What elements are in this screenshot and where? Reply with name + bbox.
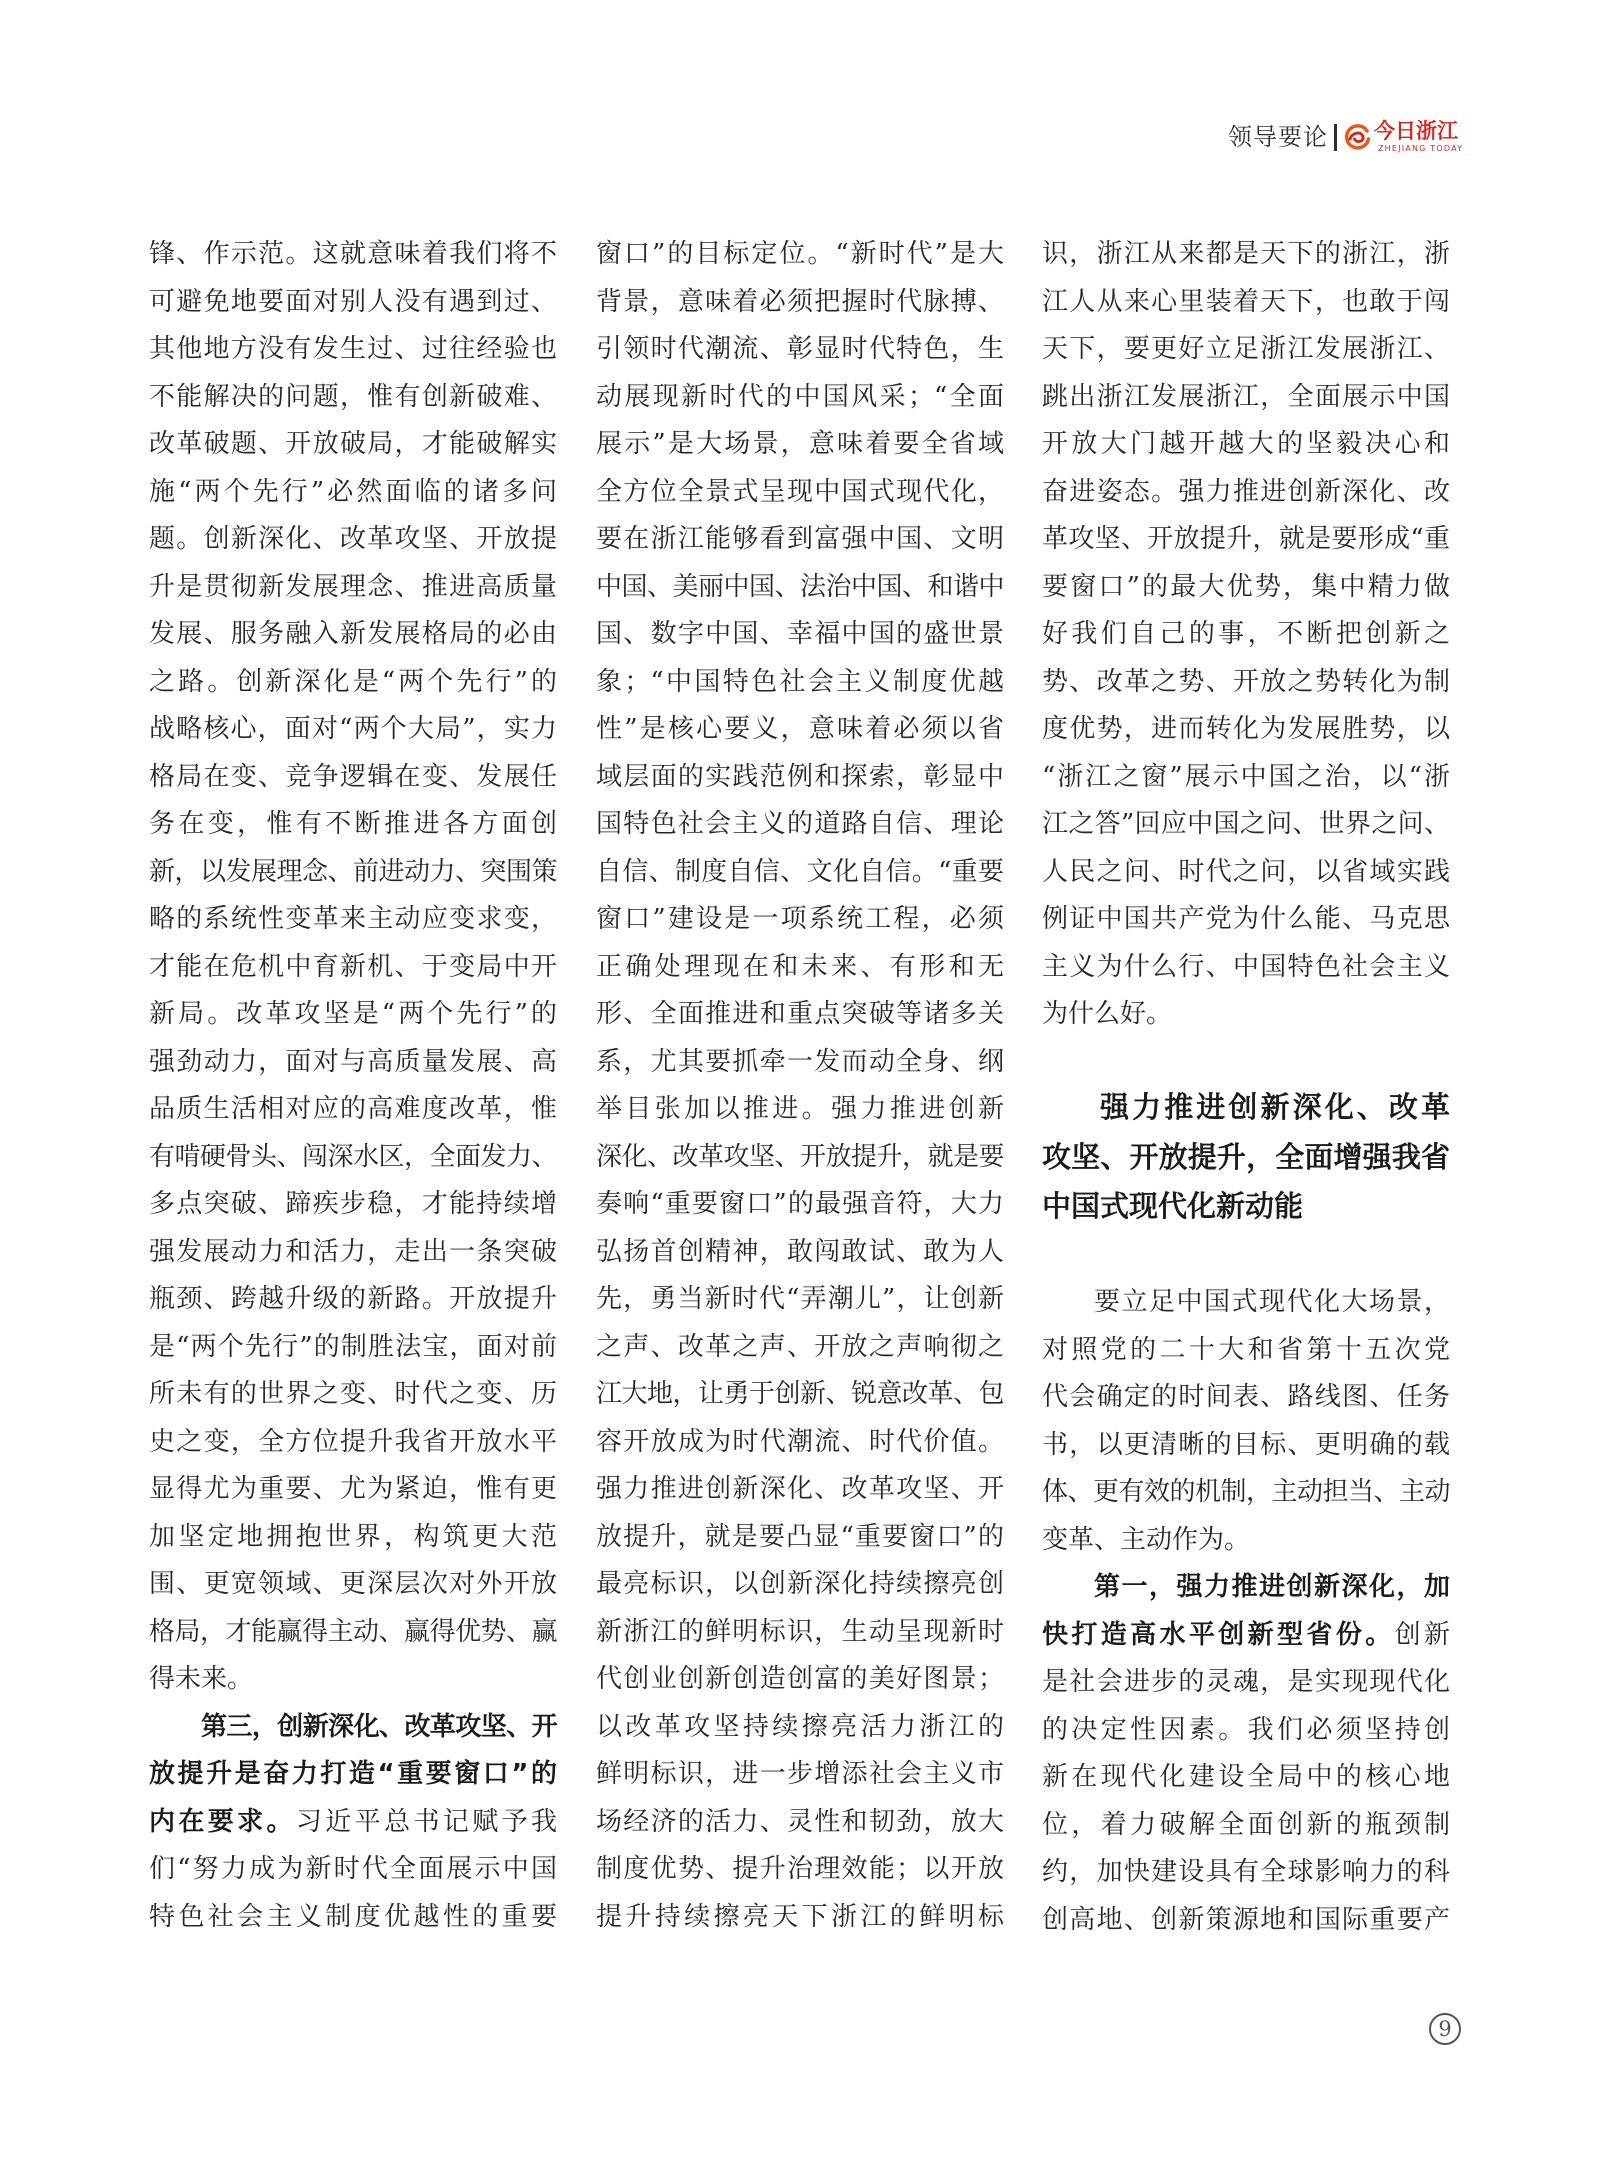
text-line: 书，以更清晰的目标、更明确的载 (1042, 1429, 1450, 1460)
text-line: 性”是核心要义，意味着必须以省 (596, 714, 1004, 744)
text-line: 国特色社会主义的道路自信、理论 (596, 809, 1004, 839)
heading-line: 中国式现代化新动能 (1042, 1189, 1304, 1224)
text-line: 新局。改革攻坚是“两个先行”的 (149, 999, 557, 1029)
text-line: 要窗口”的最大优势，集中精力做 (1042, 571, 1450, 602)
page-number: 9 (1429, 2013, 1461, 2045)
text-run: 习近平总书记赋予我 (295, 1806, 557, 1837)
text-line: 特色社会主义制度优越性的重要 (149, 1901, 557, 1932)
text-line (149, 1704, 557, 1752)
text-line: 开放大门越开越大的坚毅决心和 (1042, 429, 1450, 459)
paragraph-continued (149, 231, 557, 1704)
text-line: 人民之问、时代之问，以省域实践 (1042, 856, 1450, 887)
text-line: 战略核心，面对“两个大局”，实力 (149, 714, 557, 744)
paragraph-continued (596, 231, 1004, 1941)
bold-lead-text: 放提升是奋力打造“重要窗口”的 (149, 1759, 557, 1789)
text-line: 们“努力成为新时代全面展示中国 (149, 1854, 557, 1884)
text-line: 其他地方没有发生过、过往经验也 (149, 334, 557, 364)
text-line: 度优势，进而转化为发展胜势，以 (1042, 714, 1450, 744)
text-line: 品质生活相对应的高难度改革，惟 (149, 1094, 557, 1124)
heading-line: 强力推进创新深化、改革 (1100, 1090, 1450, 1125)
text-line: 制度优势、提升治理效能；以开放 (596, 1854, 1004, 1884)
paragraph (1042, 1564, 1450, 1944)
text-line: 瓶颈、跨越升级的新路。开放提升 (149, 1284, 557, 1314)
text-line: 加坚定地拥抱世界，构筑更大范 (149, 1521, 557, 1552)
text-line: 强劲动力，面对与高质量发展、高 (149, 1046, 557, 1077)
text-line: 代会确定的时间表、路线图、任务 (1042, 1382, 1450, 1413)
text-line: 可避免地要面对别人没有遇到过、 (149, 286, 557, 317)
logo-wordmark: 今日浙江 (1374, 119, 1458, 143)
text-line: 围、更宽领域、更深层次对外开放 (149, 1569, 557, 1599)
text-line: 自信、制度自信、文化自信。“重要 (596, 856, 1004, 887)
text-line: 格局在变、竞争逻辑在变、发展任 (149, 761, 557, 792)
text-line: 题。创新深化、改革攻坚、开放提 (149, 524, 557, 554)
text-line: 中国、美丽中国、法治中国、和谐中 (596, 571, 1004, 602)
text-line: 跳出浙江发展浙江，全面展示中国 (1042, 381, 1450, 412)
text-line: 发展、服务融入新发展格局的必由 (149, 619, 557, 649)
text-line: 江之答”回应中国之问、世界之问、 (1042, 809, 1450, 839)
text-line: 位，着力破解全面创新的瓶颈制 (1042, 1809, 1450, 1840)
text-line: 得未来。 (149, 1664, 254, 1694)
text-line: 好我们自己的事，不断把创新之 (1042, 619, 1450, 649)
text-line: “浙江之窗”展示中国之治，以“浙 (1042, 761, 1450, 792)
text-line: 史之变，全方位提升我省开放水平 (149, 1426, 557, 1457)
text-line: 奏响“重要窗口”的最强音符，大力 (596, 1189, 1004, 1219)
column-left (149, 231, 557, 1941)
paragraph (1042, 1279, 1450, 1564)
text-line: 奋进姿态。强力推进创新深化、改 (1042, 476, 1450, 507)
text-line: 场经济的活力、灵性和韧劲，放大 (596, 1806, 1004, 1837)
text-line: 例证中国共产党为什么能、马克思 (1042, 904, 1450, 934)
text-line: 不能解决的问题，惟有创新破难、 (149, 381, 557, 412)
text-line: 系，尤其要抓牵一发而动全身、纲 (596, 1046, 1004, 1077)
text-line: 锋、作示范。这就意味着我们将不 (149, 239, 557, 269)
text-line: 引领时代潮流、彰显时代特色，生 (596, 334, 1004, 364)
text-line (149, 1799, 557, 1847)
text-line: 弘扬首创精神，敢闯敢试、敢为人 (596, 1236, 1004, 1267)
logo-swirl-icon (1342, 122, 1372, 152)
text-line: 对照党的二十大和省第十五次党 (1042, 1334, 1450, 1365)
text-line: 窗口”的目标定位。“新时代”是大 (596, 239, 1004, 269)
text-line: 江人从来心里装着天下，也敢于闯 (1042, 286, 1450, 317)
text-line: 新，以发展理念、前进动力、突围策 (149, 856, 557, 887)
text-line: 多点突破、蹄疾步稳，才能持续增 (149, 1189, 557, 1219)
text-line: 革攻坚、开放提升，就是要形成“重 (1042, 524, 1450, 554)
bold-lead-text: 内在要求。 (149, 1806, 296, 1837)
text-line: 所未有的世界之变、时代之变、历 (149, 1379, 557, 1409)
section-heading (1042, 1083, 1450, 1232)
text-line: 象；“中国特色社会主义制度优越 (596, 666, 1004, 697)
section-label: 领导要论 (1228, 123, 1328, 151)
paragraph (149, 1704, 557, 1942)
text-line: 举目张加以推进。强力推进创新 (596, 1094, 1004, 1124)
text-line: 正确处理现在和未来、有形和无 (596, 951, 1004, 982)
column-middle (596, 231, 1004, 1941)
text-line (1042, 1612, 1450, 1660)
text-line: 容开放成为时代潮流、时代价值。 (596, 1426, 1004, 1457)
text-line: 施“两个先行”必然面临的诸多问 (149, 476, 557, 507)
text-line: 先，勇当新时代“弄潮儿”，让创新 (596, 1284, 1004, 1314)
text-line: 之路。创新深化是“两个先行”的 (149, 666, 557, 697)
text-line: 新在现代化建设全局中的核心地 (1042, 1762, 1450, 1793)
text-line: 要在浙江能够看到富强中国、文明 (596, 524, 1004, 554)
text-line: 天下，要更好立足浙江发展浙江、 (1042, 334, 1450, 364)
text-line: 提升持续擦亮天下浙江的鲜明标 (596, 1901, 1004, 1932)
text-line: 代创业创新创造创富的美好图景； (596, 1664, 1004, 1694)
text-line: 最亮标识，以创新深化持续擦亮创 (596, 1569, 1004, 1599)
text-line: 展示”是大场景，意味着要全省域 (596, 429, 1004, 459)
header-divider (1334, 124, 1337, 151)
text-line: 是社会进步的灵魂，是实现现代化 (1042, 1667, 1450, 1698)
text-line: 改革破题、开放破局，才能破解实 (149, 429, 557, 459)
text-line: 窗口”建设是一项系统工程，必须 (596, 904, 1004, 934)
text-line: 放提升，就是要凸显“重要窗口”的 (596, 1521, 1004, 1552)
text-line: 主义为什么行、中国特色社会主义 (1042, 951, 1450, 982)
text-line: 以改革攻坚持续擦亮活力浙江的 (596, 1711, 1004, 1742)
text-line: 形、全面推进和重点突破等诸多关 (596, 999, 1004, 1029)
text-line: 的决定性因素。我们必须坚持创 (1042, 1714, 1450, 1745)
text-line: 鲜明标识，进一步增添社会主义市 (596, 1759, 1004, 1789)
paragraph-continued (1042, 231, 1450, 1039)
text-line: 动展现新时代的中国风采；“全面 (596, 381, 1004, 412)
text-line: 江大地，让勇于创新、锐意改革、包 (596, 1379, 1004, 1409)
text-line: 深化、改革攻坚、开放提升，就是要 (596, 1141, 1004, 1172)
text-line: 全方位全景式呈现中国式现代化， (596, 476, 1004, 507)
text-line: 务在变，惟有不断推进各方面创 (149, 809, 557, 839)
bold-lead-text: 第一，强力推进创新深化，加 (1094, 1572, 1450, 1603)
logo-tagline: ZHEJIANG TODAY (1378, 144, 1464, 153)
text-line: 强力推进创新深化、改革攻坚、开 (596, 1474, 1004, 1504)
text-line: 约，加快建设具有全球影响力的科 (1042, 1857, 1450, 1888)
text-line: 略的系统性变革来主动应变求变， (149, 904, 557, 934)
text-line: 势、改革之势、开放之势转化为制 (1042, 666, 1450, 697)
text-line: 之声、改革之声、开放之声响彻之 (596, 1331, 1004, 1362)
text-line: 是“两个先行”的制胜法宝，面对前 (149, 1331, 557, 1362)
text-line (149, 1751, 557, 1799)
bold-lead-text: 快打造高水平创新型省份。 (1042, 1619, 1395, 1650)
text-line: 有啃硬骨头、闯深水区，全面发力、 (149, 1141, 557, 1172)
text-line: 体、更有效的机制，主动担当、主动 (1042, 1477, 1450, 1508)
text-line: 格局，才能赢得主动、赢得优势、赢 (149, 1616, 557, 1647)
bold-lead-text: 第三，创新深化、改革攻坚、开 (201, 1711, 557, 1742)
text-line: 为什么好。 (1042, 999, 1173, 1029)
text-line: 升是贯彻新发展理念、推进高质量 (149, 571, 557, 602)
heading-line: 攻坚、开放提升，全面增强我省 (1042, 1139, 1450, 1174)
column-right (1042, 231, 1450, 1944)
text-run: 创新 (1394, 1619, 1450, 1650)
magazine-logo (1342, 119, 1468, 155)
text-line: 域层面的实践范例和探索，彰显中 (596, 761, 1004, 792)
text-line: 要立足中国式现代化大场景， (1094, 1287, 1450, 1318)
text-line: 背景，意味着必须把握时代脉搏、 (596, 286, 1004, 317)
text-line: 才能在危机中育新机、于变局中开 (149, 951, 557, 982)
text-line: 显得尤为重要、尤为紧迫，惟有更 (149, 1474, 557, 1504)
text-line: 变革、主动作为。 (1042, 1524, 1251, 1555)
text-line: 强发展动力和活力，走出一条突破 (149, 1236, 557, 1267)
text-line (1042, 1564, 1450, 1612)
text-line: 国、数字中国、幸福中国的盛世景 (596, 619, 1004, 649)
text-line: 新浙江的鲜明标识，生动呈现新时 (596, 1616, 1004, 1647)
text-line: 识，浙江从来都是天下的浙江，浙 (1042, 239, 1450, 269)
text-line: 创高地、创新策源地和国际重要产 (1042, 1904, 1450, 1935)
